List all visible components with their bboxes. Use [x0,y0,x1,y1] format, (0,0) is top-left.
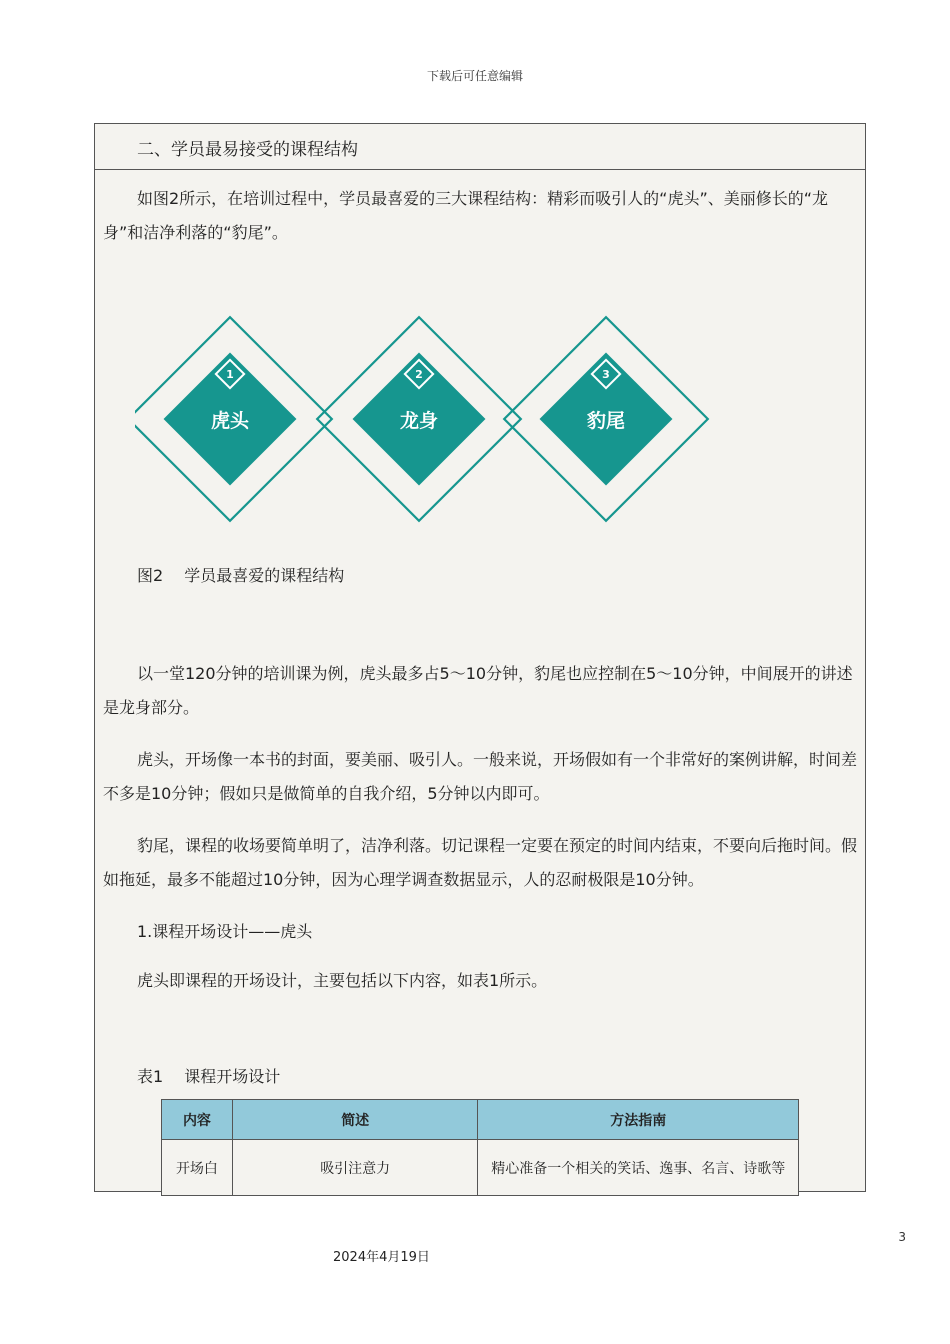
table-caption: 表1 课程开场设计 [137,1067,281,1086]
diagram-number-3: 3 [602,368,610,381]
table-header-method: 方法指南 [478,1100,799,1140]
diagram-label-1: 虎头 [210,410,250,432]
table-header-content: 内容 [162,1100,233,1140]
table-header-summary: 简述 [232,1100,478,1140]
table-row [162,1140,799,1196]
diagram-label-3: 豹尾 [586,410,626,432]
header-note: 下载后可任意编辑 [426,69,523,83]
section-title: 二、学员最易接受的课程结构 [95,124,865,170]
paragraph-1: 以一堂120分钟的培训课为例，虎头最多占5～10分钟，豹尾也应控制在5～10分钟，中间展开的讲述是龙身部分。 [103,664,853,717]
diagram-item-3 [504,317,708,521]
subheading-text: 虎头即课程的开场设计，主要包括以下内容，如表1所示。 [137,971,548,990]
paragraph-2: 虎头，开场像一本书的封面，要美丽、吸引人。一般来说，开场假如有一个非常好的案例讲解，时间差不多是10分钟；假如只是做简单的自我介绍，5分钟以内即可。 [103,750,858,803]
paragraph-3: 豹尾，课程的收场要简单明了，洁净利落。切记课程一定要在预定的时间内结束，不要向后拖时间。假如拖延，最多不能超过10分钟，因为心理学调查数据显示，人的忍耐极限是10分钟。 [103,836,858,889]
subheading: 1.课程开场设计——虎头 [137,922,313,941]
table-header-row [162,1100,799,1140]
table-cell: 吸引注意力 [232,1140,478,1196]
diagram-item-1 [135,317,332,521]
intro-paragraph: 如图2所示，在培训过程中，学员最喜爱的三大课程结构：精彩而吸引人的“虎头”、美丽修长的“龙身”和洁净利落的“豹尾”。 [103,189,829,242]
diagram-number-2: 2 [415,368,423,381]
diagram-item-2 [317,317,521,521]
page-number: 3 [898,1230,906,1244]
diagram-number-1: 1 [226,368,234,381]
content-frame [94,123,866,1192]
table-cell: 精心准备一个相关的笑话、逸事、名言、诗歌等 [478,1140,799,1196]
footer-date: 2024年4月19日 [333,1250,430,1265]
figure-caption: 图2 学员最喜爱的课程结构 [137,566,345,585]
diagram-label-2: 龙身 [399,410,439,432]
course-structure-diagram [135,314,715,524]
table-cell: 开场白 [162,1140,233,1196]
course-opening-table [161,1099,799,1196]
